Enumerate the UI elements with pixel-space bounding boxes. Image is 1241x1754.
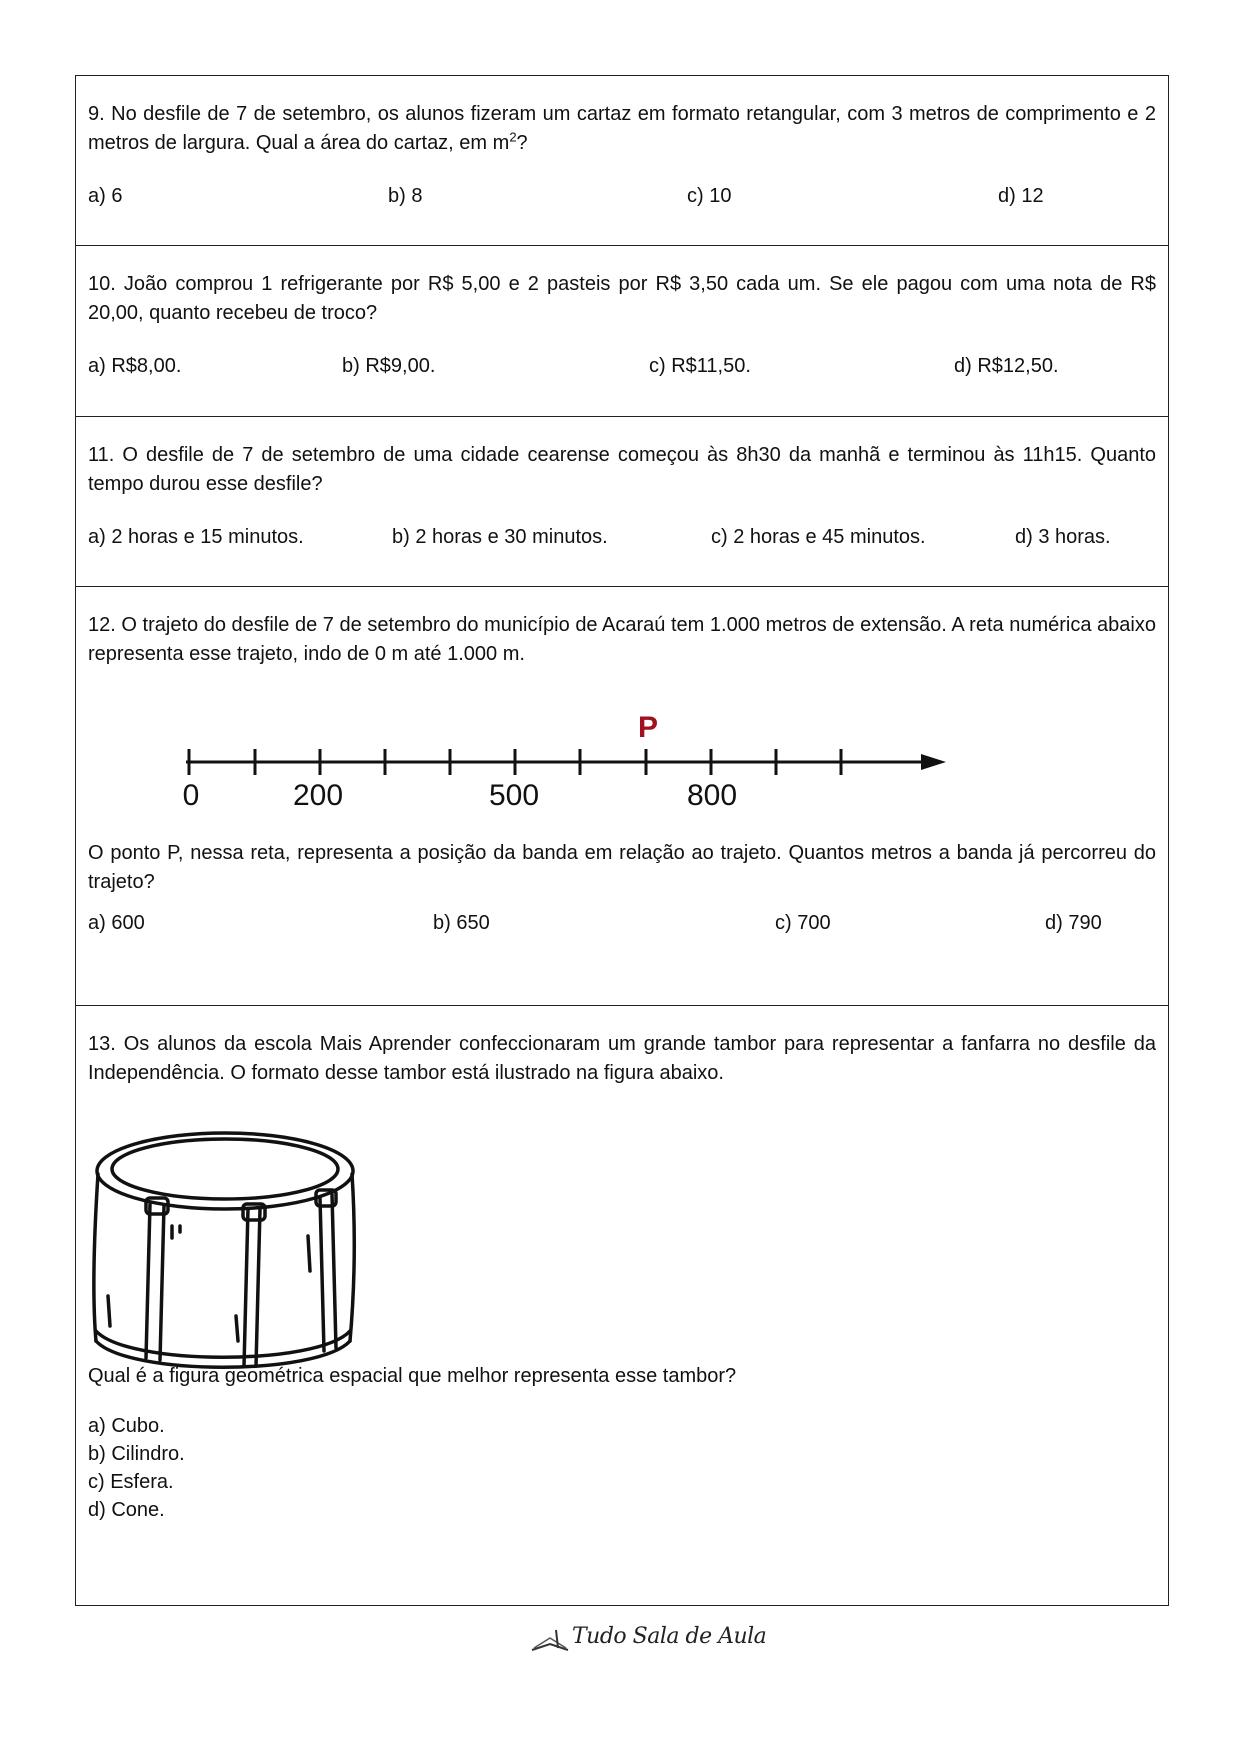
drum-illustration [88, 1126, 358, 1381]
option-d[interactable]: d) 3 horas. [1015, 526, 1111, 548]
point-p-label: P [637, 711, 659, 744]
number-line [182, 707, 1036, 812]
question-11-options [88, 523, 1156, 551]
question-11 [76, 417, 1168, 587]
option-d[interactable]: d) 12 [998, 185, 1044, 207]
question-12 [76, 587, 1168, 1006]
option-b[interactable]: b) 8 [388, 185, 423, 207]
question-sheet [75, 75, 1169, 1606]
question-12-stem: 12. O trajeto do desfile de 7 de setembro do município de Acaraú tem 1.000 metros de extensão. A reta numérica abaixo representa esse trajeto, indo de 0 m até 1.000 m. [88, 614, 1156, 665]
option-c[interactable]: c) 700 [775, 912, 831, 934]
arrow-right-icon [921, 754, 946, 770]
question-13-stem: 13. Os alunos da escola Mais Aprender confeccionaram um grande tambor para representar a fanfarra no desfile da Independência. O formato desse tambor está ilustrado na figura abaixo. [88, 1033, 1156, 1084]
question-12-options [88, 909, 1156, 937]
option-b[interactable]: b) 2 horas e 30 minutos. [392, 526, 608, 548]
option-a[interactable]: a) R$8,00. [88, 355, 182, 377]
option-b[interactable]: b) 650 [433, 912, 490, 934]
option-c[interactable]: c) Esfera. [88, 1471, 174, 1493]
question-12-stem-2: O ponto P, nessa reta, representa a posição da banda em relação ao trajeto. Quantos metros a banda já percorreu do trajeto? [88, 842, 1156, 893]
question-10 [76, 246, 1168, 417]
question-9-stem: 9. No desfile de 7 de setembro, os alunos fizeram um cartaz em formato retangular, com 3 metros de comprimento e 2 metros de largura. Qual a área do cartaz, em $m^2$? [88, 103, 1156, 154]
option-a[interactable]: a) 600 [88, 912, 145, 934]
option-b[interactable]: b) Cilindro. [88, 1443, 185, 1465]
option-a[interactable]: a) Cubo. [88, 1415, 165, 1437]
question-13-options [88, 1412, 185, 1524]
question-9 [76, 76, 1168, 246]
question-13 [76, 1006, 1168, 1605]
option-a[interactable]: a) 2 horas e 15 minutos. [88, 526, 304, 548]
tick-label-500: 500 [488, 779, 540, 812]
option-d[interactable]: d) 790 [1045, 912, 1102, 934]
option-c[interactable]: c) R$11,50. [649, 355, 751, 377]
tick-label-200: 200 [292, 779, 344, 812]
option-d[interactable]: d) Cone. [88, 1499, 165, 1521]
option-b[interactable]: b) R$9,00. [342, 355, 436, 377]
tick-label-0: 0 [182, 779, 200, 812]
question-10-stem: 10. João comprou 1 refrigerante por R$ 5,00 e 2 pasteis por R$ 3,50 cada um. Se ele pagou com uma nota de R$ 20,00, quanto recebeu de troco? [88, 273, 1156, 324]
question-9-options [88, 182, 1156, 210]
option-c[interactable]: c) 2 horas e 45 minutos. [711, 526, 926, 548]
footer-logo [530, 1620, 767, 1660]
question-10-options [88, 352, 1156, 380]
question-13-question: Qual é a figura geométrica espacial que melhor representa esse tambor? [88, 1365, 737, 1387]
option-c[interactable]: c) 10 [687, 185, 732, 207]
book-logo-icon [530, 1626, 570, 1656]
option-d[interactable]: d) R$12,50. [954, 355, 1059, 377]
option-a[interactable]: a) 6 [88, 185, 123, 207]
question-11-stem: 11. O desfile de 7 de setembro de uma cidade cearense começou às 8h30 da manhã e terminou às 11h15. Quanto tempo durou esse desfile? [88, 444, 1156, 495]
footer-logo-text: Tudo Sala de Aula [572, 1624, 767, 1649]
tick-label-800: 800 [686, 779, 738, 812]
